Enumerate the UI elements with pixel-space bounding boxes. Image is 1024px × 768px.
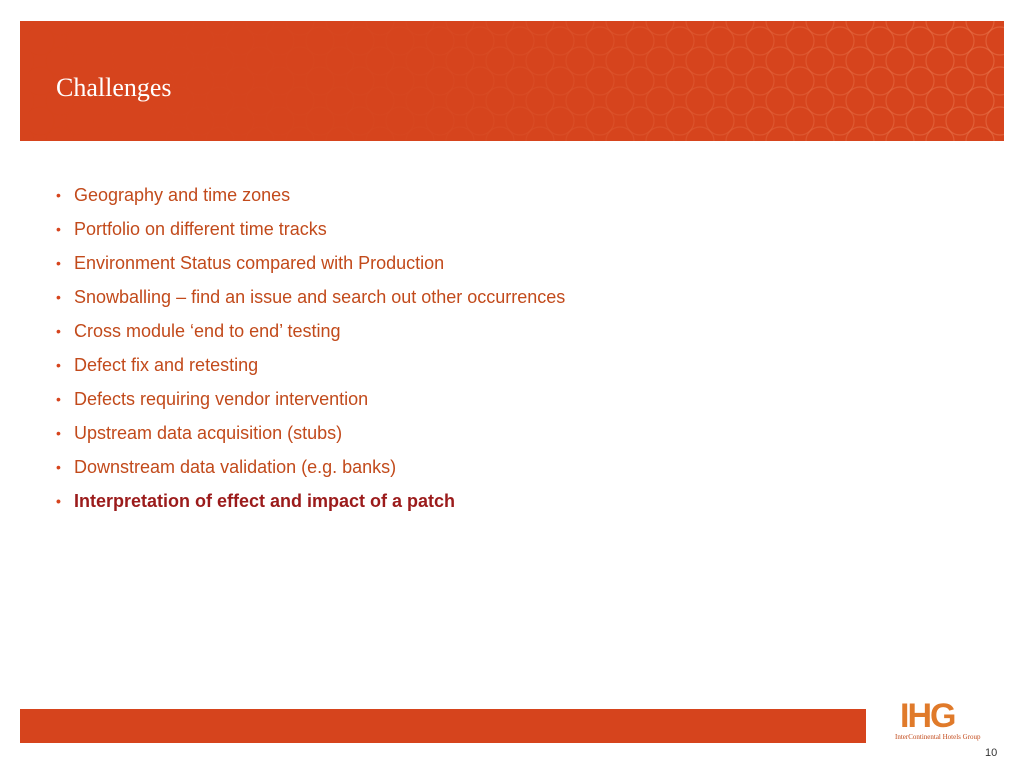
list-item — [56, 382, 565, 416]
list-item — [56, 178, 565, 212]
slide-title: Challenges — [56, 73, 172, 102]
ihg-logo: IHG — [900, 697, 955, 735]
list-item — [56, 450, 565, 484]
list-item — [56, 348, 565, 382]
bullet-text: Defect fix and retesting — [74, 355, 259, 375]
bullet-icon: • — [56, 459, 61, 475]
title-banner — [20, 21, 1004, 141]
list-item — [56, 416, 565, 450]
bullet-icon: • — [56, 391, 61, 407]
bullet-text: Environment Status compared with Production — [74, 253, 445, 273]
bullet-list — [56, 178, 565, 518]
bullet-icon: • — [56, 289, 61, 305]
list-item — [56, 314, 565, 348]
page-number: 10 — [985, 747, 998, 759]
list-item — [56, 280, 565, 314]
bullet-text: Interpretation of effect and impact of a patch — [74, 491, 456, 511]
bullet-icon: • — [56, 187, 61, 203]
bullet-icon: • — [56, 425, 61, 441]
bullet-text: Portfolio on different time tracks — [74, 219, 327, 239]
bullet-text: Cross module ‘end to end’ testing — [74, 321, 341, 341]
list-item — [56, 212, 565, 246]
bullet-icon: • — [56, 493, 61, 509]
bullet-text: Defects requiring vendor intervention — [74, 389, 369, 409]
bullet-icon: • — [56, 255, 61, 271]
logo-subtitle: InterContinental Hotels Group — [895, 733, 981, 741]
list-item-emphasized — [56, 484, 565, 518]
bullet-text: Downstream data validation (e.g. banks) — [74, 457, 397, 477]
bullet-text: Geography and time zones — [74, 185, 291, 205]
bullet-text: Snowballing – find an issue and search out other occurrences — [74, 287, 566, 307]
list-item — [56, 246, 565, 280]
bullet-icon: • — [56, 221, 61, 237]
footer-bar — [20, 709, 866, 743]
bullet-icon: • — [56, 357, 61, 373]
bullet-icon: • — [56, 323, 61, 339]
bullet-text: Upstream data acquisition (stubs) — [74, 423, 343, 443]
